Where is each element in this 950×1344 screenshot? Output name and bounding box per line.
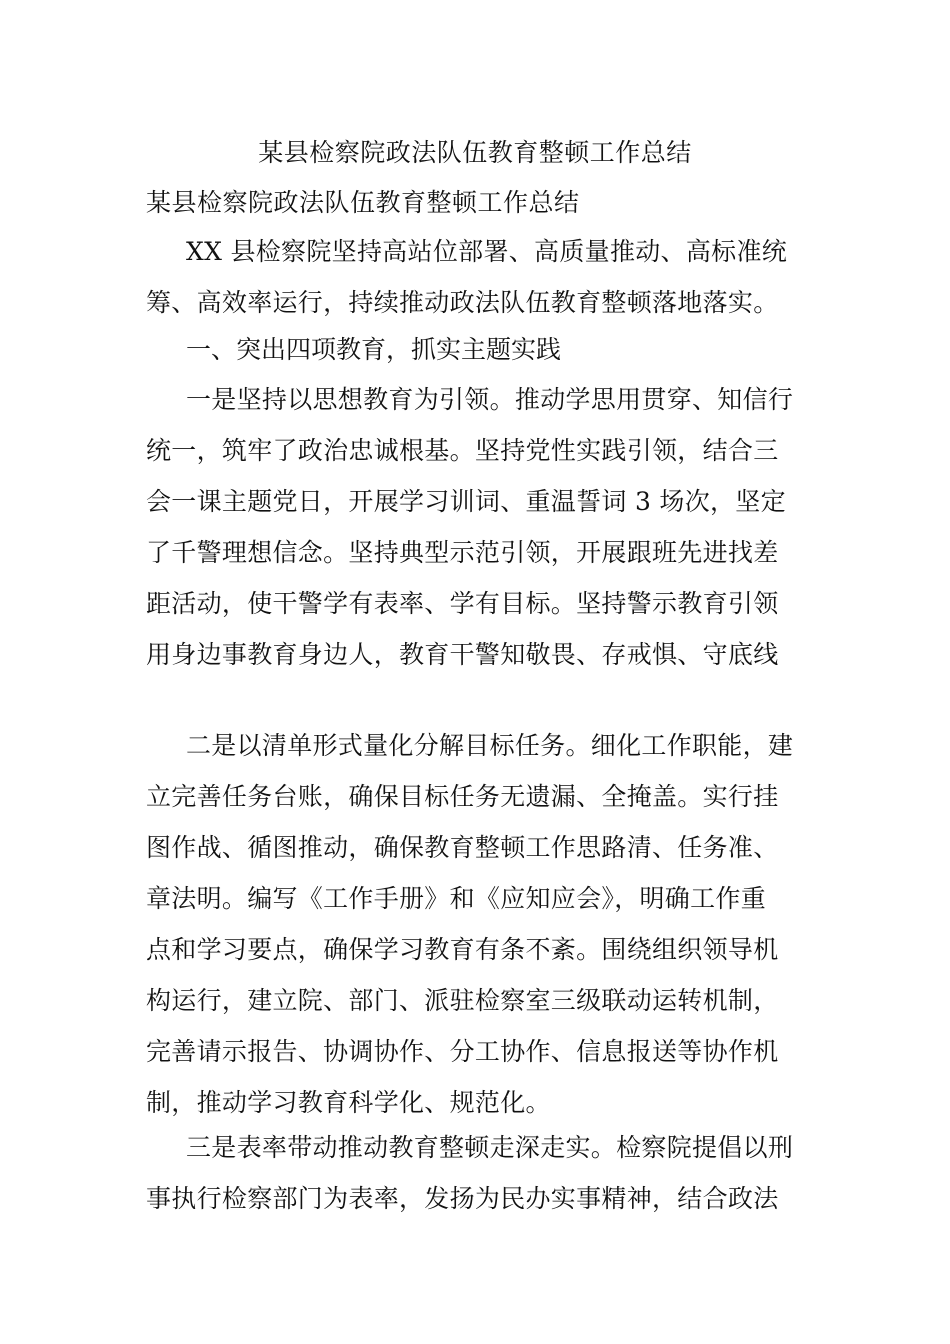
paragraph-ideological-education <box>146 374 806 680</box>
paragraph-line: 事执行检察部门为表率，发扬为民办实事精神，结合政法 <box>146 1184 779 1213</box>
paragraph-line: 用身边事教育身边人，教育干警知敬畏、存戒惧、守底线 <box>146 640 779 669</box>
paragraph-line: 点和学习要点，确保学习教育有条不紊。围绕组织领导机 <box>146 935 779 964</box>
paragraph-line: XX 县检察院坚持高站位部署、高质量推动、高标准统 <box>186 237 788 266</box>
paragraph-line: 完善请示报告、协调协作、分工协作、信息报送等协作机 <box>146 1037 779 1066</box>
document-subtitle: 某县检察院政法队伍教育整顿工作总结 <box>146 188 580 217</box>
paragraph-line: 图作战、循图推动，确保教育整顿工作思路清、任务准、 <box>146 833 779 862</box>
paragraph-line: 会一课主题党日，开展学习训词、重温誓词 3 场次，坚定 <box>146 487 786 516</box>
intro-paragraph <box>146 226 806 328</box>
paragraph-line: 筹、高效率运行，持续推动政法队伍教育整顿落地落实。 <box>146 288 779 317</box>
paragraph-line: 距活动，使干警学有表率、学有目标。坚持警示教育引领 <box>146 589 779 618</box>
paragraph-line: 了千警理想信念。坚持典型示范引领，开展跟班先进找差 <box>146 538 779 567</box>
paragraph-line: 立完善任务台账，确保目标任务无遗漏、全掩盖。实行挂 <box>146 782 779 811</box>
document-title: 某县检察院政法队伍教育整顿工作总结 <box>258 138 692 167</box>
paragraph-line: 章法明。编写《工作手册》和《应知应会》，明确工作重 <box>146 884 767 913</box>
paragraph-role-model <box>146 1122 806 1224</box>
paragraph-line: 一是坚持以思想教育为引领。推动学思用贯穿、知信行 <box>186 385 794 414</box>
paragraph-line: 统一，筑牢了政治忠诚根基。坚持党性实践引领，结合三 <box>146 436 779 465</box>
paragraph-line: 制，推动学习教育科学化、规范化。 <box>146 1088 551 1117</box>
paragraph-line: 构运行，建立院、部门、派驻检察室三级联动运转机制， <box>146 986 779 1015</box>
paragraph-line: 三是表率带动推动教育整顿走深走实。检察院提倡以刑 <box>186 1133 794 1162</box>
section-heading: 一、突出四项教育，抓实主题实践 <box>186 335 562 364</box>
paragraph-task-list <box>146 720 806 1128</box>
paragraph-line: 二是以清单形式量化分解目标任务。细化工作职能，建 <box>186 731 794 760</box>
